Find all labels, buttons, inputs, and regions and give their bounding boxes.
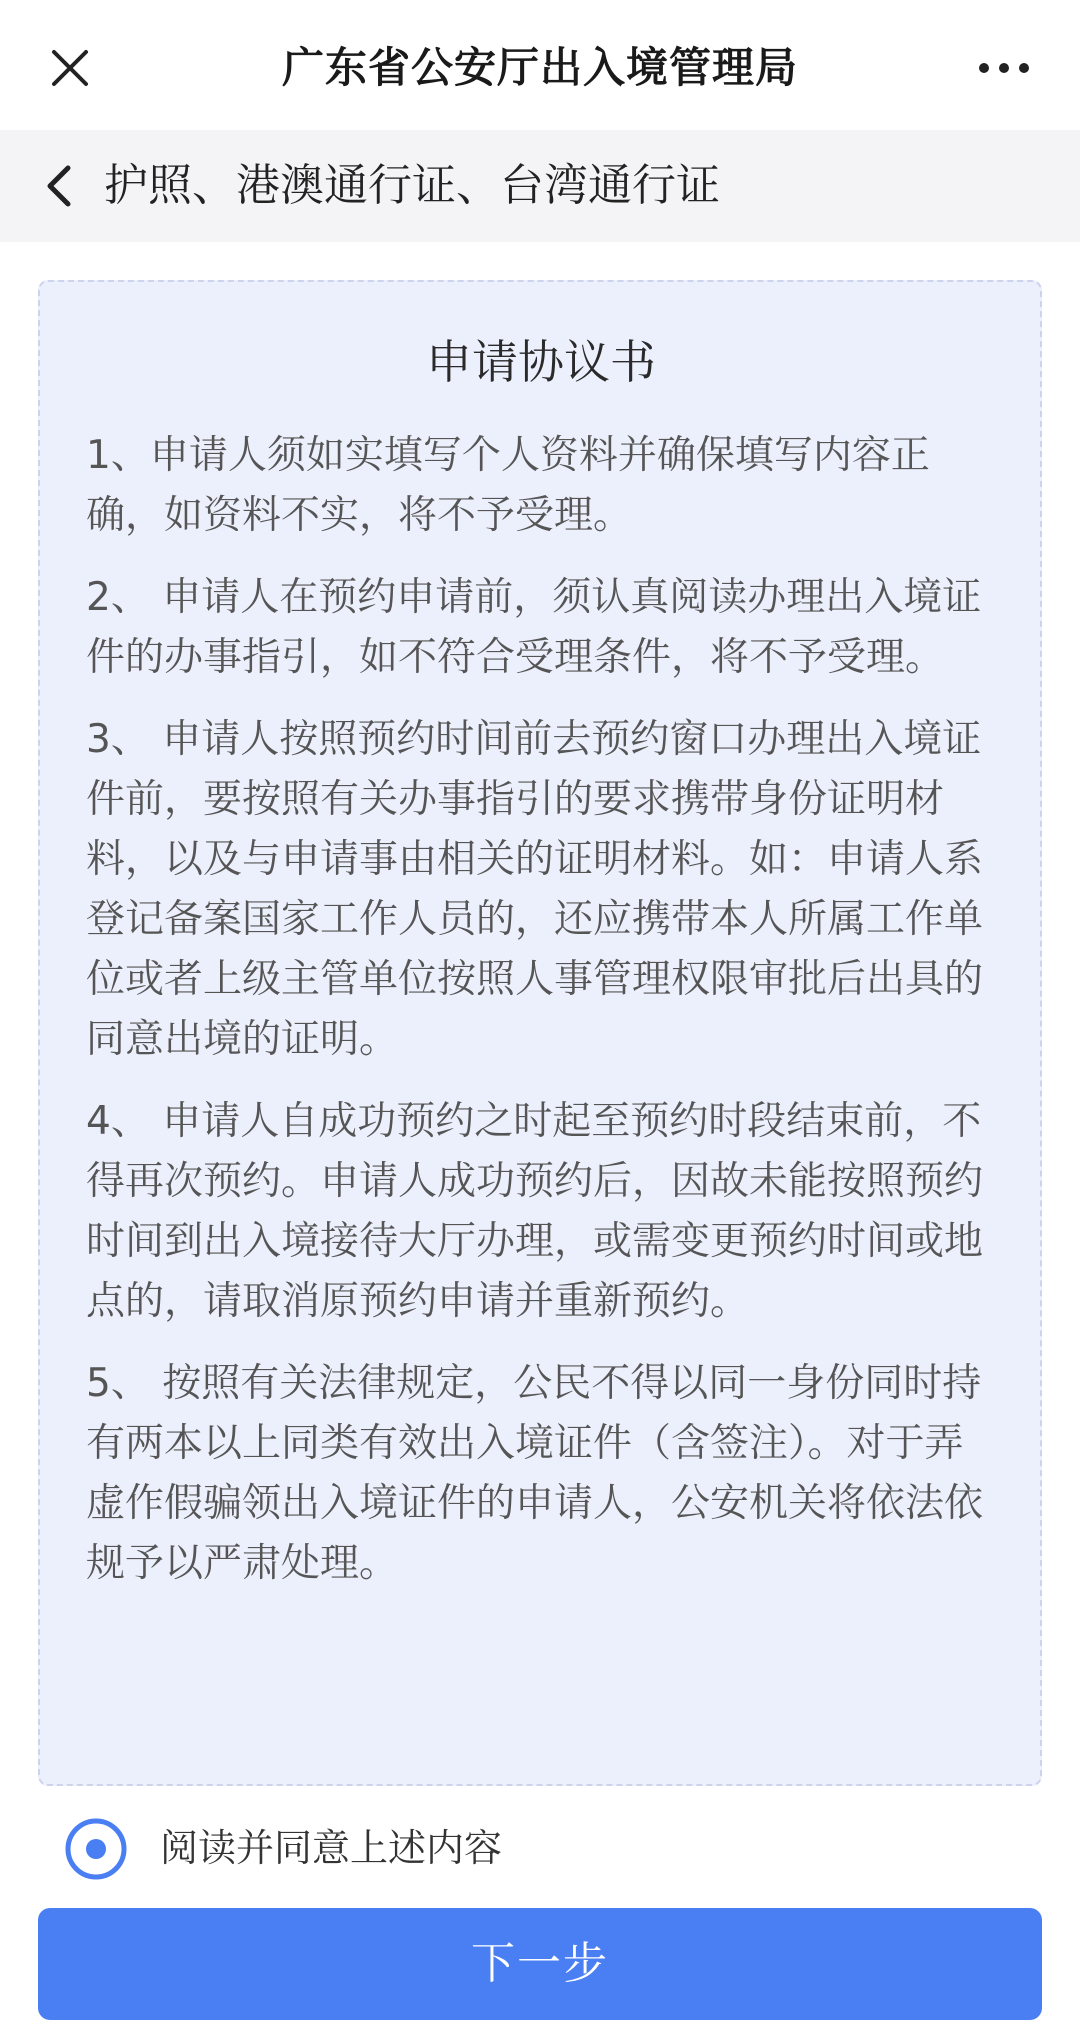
- agreement-clause-4: 4、 申请人自成功预约之时起至预约时段结束前，不得再次预约。申请人成功预约后，因故未能按照预约时间到出入境接待大厅办理，或需变更预约时间或地点的，请取消原预约申请并重新预约。: [86, 1099, 984, 1324]
- agreement-card[interactable]: [38, 280, 1042, 1786]
- sub-header-title: 护照、港澳通行证、台湾通行证: [104, 160, 720, 211]
- sub-header: [0, 130, 1080, 242]
- agreement-clause-3: 3、 申请人按照预约时间前去预约窗口办理出入境证件前，要按照有关办事指引的要求携带身份证明材料，以及与申请事由相关的证明材料。如：申请人系登记备案国家工作人员的，还应携带本人所属工作单位或者上级主管单位按照人事管理权限审批后出具的同意出境的证明。: [86, 717, 984, 1062]
- more-horizontal-icon[interactable]: [968, 44, 1040, 92]
- page-title: 广东省公安厅出入境管理局: [281, 43, 798, 92]
- agreement-title: 申请协议书: [426, 335, 656, 389]
- next-step-button[interactable]: 下一步: [38, 1908, 1042, 2020]
- radio-checked-icon[interactable]: [64, 1817, 128, 1881]
- agree-label: 阅读并同意上述内容: [160, 1826, 503, 1870]
- agreement-clause-2: 2、 申请人在预约申请前，须认真阅读办理出入境证件的办事指引，如不符合受理条件，将不予受理。: [86, 575, 982, 680]
- chevron-left-icon[interactable]: [34, 158, 86, 214]
- agreement-clause-5: 5、 按照有关法律规定，公民不得以同一身份同时持有两本以上同类有效出入境证件（含签注）。对于弄虚作假骗领出入境证件的申请人，公安机关将依法依规予以严肃处理。: [86, 1361, 984, 1586]
- agree-checkbox[interactable]: [64, 1814, 964, 1884]
- agreement-clause-1: 1、申请人须如实填写个人资料并确保填写内容正确，如资料不实，将不予受理。: [86, 433, 930, 538]
- top-app-bar: [0, 0, 1080, 130]
